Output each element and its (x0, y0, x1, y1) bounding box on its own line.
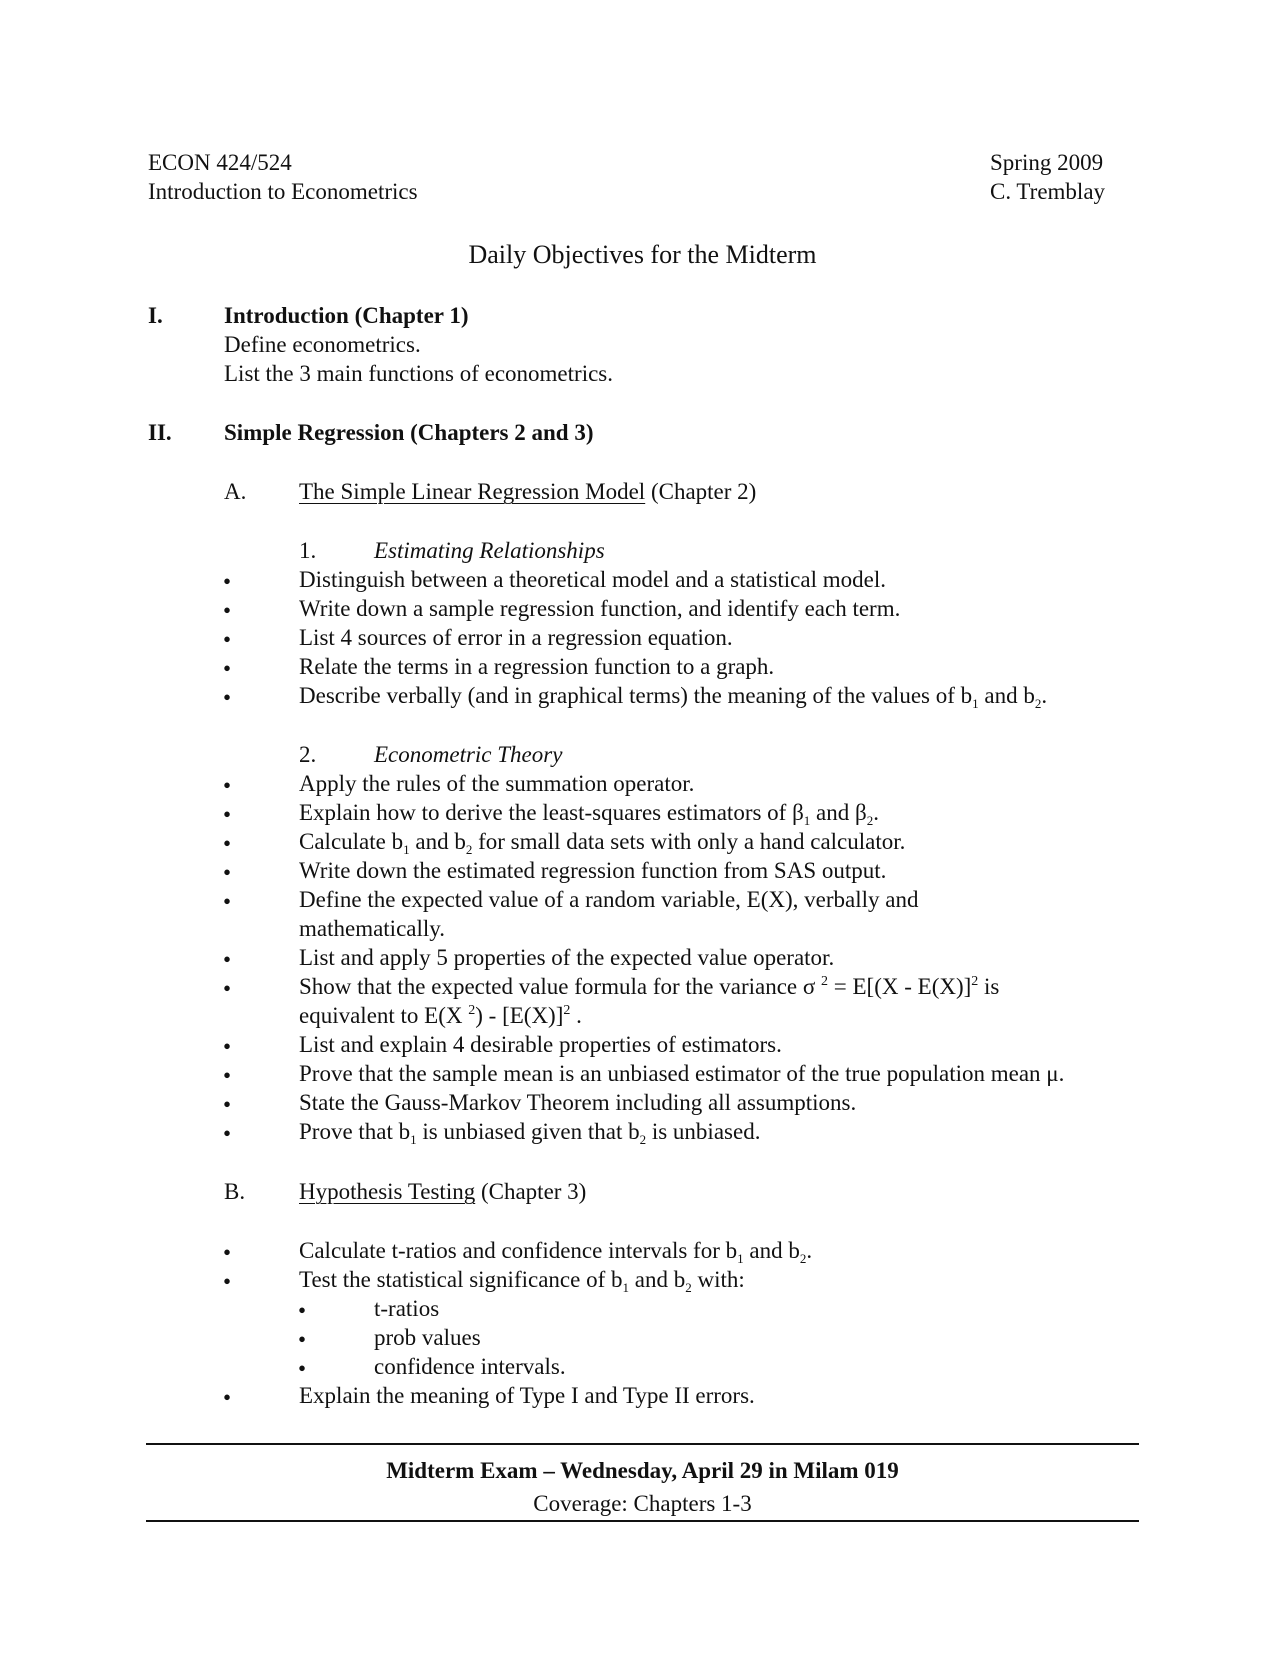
part-b-letter: B. (224, 1179, 246, 1204)
section-1-numeral: I. (148, 303, 163, 328)
sub-1-title: Estimating Relationships (374, 538, 605, 563)
objective-b-2: Test the statistical significance of $b_1$ and $b_2$ with: (299, 1267, 745, 1295)
sub-2-title: Econometric Theory (374, 742, 563, 767)
exam-info: Midterm Exam – Wednesday, April 29 in Milam 019 (386, 1458, 899, 1483)
bullet: • (223, 947, 232, 972)
bullet: • (223, 569, 232, 594)
bullet: • (298, 1356, 307, 1381)
bullet: • (223, 860, 232, 885)
bullet: • (223, 627, 232, 652)
section-1-heading: Introduction (Chapter 1) (224, 303, 469, 328)
section-1-line-1: Define econometrics. (224, 332, 421, 357)
objective-a2-8: List and explain 4 desirable properties of estimators. (299, 1032, 782, 1057)
instructor: C. Tremblay (990, 179, 1106, 204)
bullet: • (223, 1034, 232, 1059)
footer-bottom-rule (146, 1520, 1139, 1522)
bullet: • (223, 1385, 232, 1410)
objective-a2-5: Define the expected value of a random variable, E(X), verbally and (299, 887, 919, 912)
objective-a2-4: Write down the estimated regression function from SAS output. (299, 858, 887, 883)
part-b-chapter: (Chapter 3) (480, 1179, 587, 1204)
objective-a1-3: List 4 sources of error in a regression equation. (299, 625, 733, 650)
objective-a2-1: Apply the rules of the summation operator. (299, 771, 695, 796)
bullet: • (298, 1298, 307, 1323)
part-b-heading (299, 1180, 586, 1203)
sub-2-number: 2. (299, 742, 317, 767)
section-1-line-2: List the 3 main functions of econometrics. (224, 361, 613, 386)
bullet: • (223, 831, 232, 856)
objective-a2-2: Explain how to derive the least-squares estimators of $\beta_1$ and $\beta_2$. (299, 800, 879, 828)
part-b-title: Hypothesis Testing (299, 1179, 476, 1204)
objective-a2-10: State the Gauss-Markov Theorem including all assumptions. (299, 1090, 857, 1115)
sub-bullet-confidence-intervals: confidence intervals. (374, 1354, 566, 1379)
part-a-chapter: (Chapter 2) (650, 479, 757, 504)
objective-a2-5-cont: mathematically. (299, 916, 446, 941)
objective-a2-3: Calculate $b_1$ and $b_2$ for small data sets with only a hand calculator. (299, 829, 906, 857)
objective-a2-11: Prove that $b_1$ is unbiased given that $b_2$ is unbiased. (299, 1119, 761, 1147)
bullet: • (223, 976, 232, 1001)
term: Spring 2009 (990, 150, 1104, 175)
bullet: • (223, 802, 232, 827)
bullet: • (223, 1063, 232, 1088)
sub-1-number: 1. (299, 538, 317, 563)
objective-a2-7: Show that the expected value formula for the variance σ $^2$ = E[(X - E(X)]$^2$ is (299, 974, 1000, 999)
bullet: • (223, 1240, 232, 1265)
part-a-heading (299, 480, 756, 503)
footer-top-rule (146, 1443, 1139, 1445)
bullet: • (223, 889, 232, 914)
objective-b-1: Calculate t-ratios and confidence intervals for $b_1$ and $b_2$. (299, 1238, 813, 1266)
course-name: Introduction to Econometrics (148, 179, 418, 204)
section-2-heading: Simple Regression (Chapters 2 and 3) (224, 420, 594, 445)
bullet: • (223, 1121, 232, 1146)
objective-a1-2: Write down a sample regression function, and identify each term. (299, 596, 901, 621)
objective-a1-4: Relate the terms in a regression function to a graph. (299, 654, 775, 679)
bullet: • (223, 1092, 232, 1117)
bullet: • (223, 685, 232, 710)
objective-a1-5: Describe verbally (and in graphical terms) the meaning of the values of $b_1$ and $b_2$. (299, 683, 1048, 711)
bullet: • (223, 773, 232, 798)
course-code: ECON 424/524 (148, 150, 292, 175)
section-2-numeral: II. (148, 420, 172, 445)
part-a-letter: A. (224, 479, 247, 504)
bullet: • (223, 656, 232, 681)
objective-b-3: Explain the meaning of Type I and Type II errors. (299, 1383, 755, 1408)
sub-bullet-t-ratios: t-ratios (374, 1296, 440, 1321)
objective-a2-6: List and apply 5 properties of the expected value operator. (299, 945, 835, 970)
bullet: • (223, 1269, 232, 1294)
objective-a2-9: Prove that the sample mean is an unbiased estimator of the true population mean μ. (299, 1061, 1065, 1086)
bullet: • (223, 598, 232, 623)
part-a-title: The Simple Linear Regression Model (299, 479, 646, 504)
objective-a1-1: Distinguish between a theoretical model and a statistical model. (299, 567, 886, 592)
sub-bullet-prob-values: prob values (374, 1325, 481, 1350)
bullet: • (298, 1327, 307, 1352)
page-title: Daily Objectives for the Midterm (468, 240, 817, 269)
exam-coverage: Coverage: Chapters 1-3 (533, 1491, 752, 1516)
objective-a2-7-cont: equivalent to E(X $^2) - [E(X)]^2$ . (299, 1003, 582, 1028)
